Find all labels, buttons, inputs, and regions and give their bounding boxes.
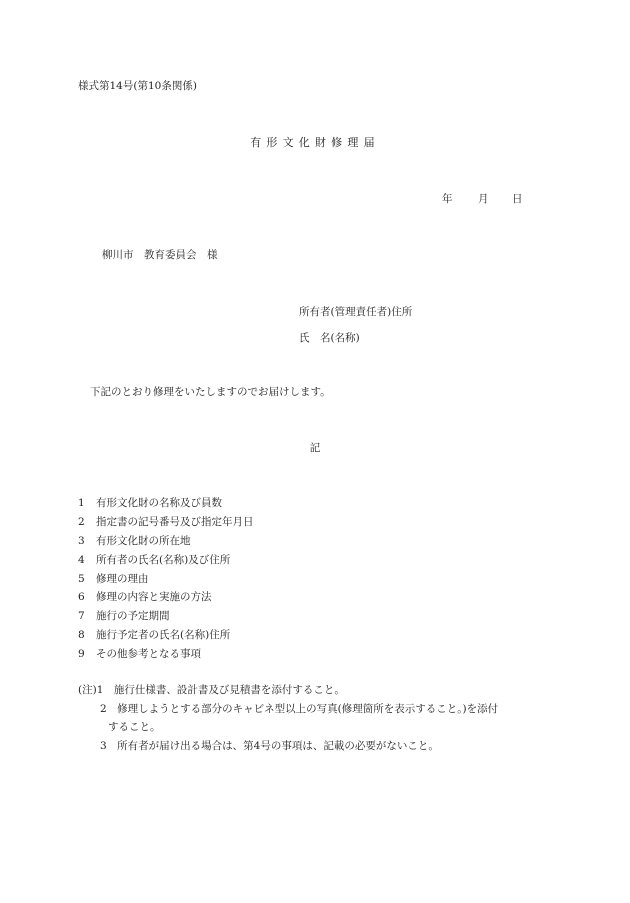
date-year-label: 年 [442, 193, 453, 205]
owner-address-label: 所有者(管理責任者)住所 [299, 306, 413, 318]
note-1: (注)1 施行仕様書、設計書及び見積書を添付すること。 [78, 684, 345, 696]
list-item [78, 555, 254, 574]
item-text: 修理の内容と実施の方法 [96, 591, 212, 604]
item-number: 5 [78, 572, 85, 585]
note-2: 2 修理しようとする部分のキャビネ型以上の写真(修理箇所を表示すること。)を添付 [100, 702, 499, 715]
item-number: 6 [78, 591, 85, 604]
document-title: 有形文化財修理届 [250, 136, 380, 149]
item-text: 指定書の記号番号及び指定年月日 [96, 515, 254, 528]
item-text: 有形文化財の名称及び員数 [96, 497, 222, 509]
form-number: 様式第14号(第10条関係) [78, 80, 197, 92]
list-item [78, 517, 254, 536]
item-list [78, 498, 254, 668]
item-number: 4 [78, 553, 85, 566]
note-3: 3 所有者が届け出る場合は、第4号の事項は、記載の必要がないこと。 [100, 739, 439, 752]
list-item [78, 536, 254, 555]
item-text: 修理の理由 [96, 572, 149, 585]
list-item [78, 498, 254, 517]
ki-heading: 記 [309, 442, 321, 454]
item-text: 施行予定者の氏名(名称)住所 [96, 629, 231, 642]
list-item [78, 649, 254, 668]
item-number: 2 [78, 515, 85, 528]
intro-text: 下記のとおり修理をいたしますのでお届けします。 [90, 386, 331, 398]
item-number: 7 [78, 610, 85, 623]
list-item [78, 592, 254, 611]
item-number: 3 [78, 534, 85, 547]
list-item [78, 574, 254, 593]
date-month-label: 月 [478, 193, 489, 205]
recipient: 柳川市 教育委員会 様 [102, 249, 218, 261]
item-number: 1 [78, 497, 85, 509]
date-day-label: 日 [512, 193, 523, 205]
item-text: その他参考となる事項 [96, 648, 201, 661]
list-item [78, 611, 254, 630]
owner-name-label: 氏 名(名称) [299, 332, 360, 344]
item-number: 9 [78, 648, 85, 661]
item-text: 有形文化財の所在地 [96, 534, 191, 547]
note-2-continuation: すること。 [108, 721, 161, 733]
list-item [78, 630, 254, 649]
item-text: 所有者の氏名(名称)及び住所 [96, 553, 231, 566]
item-text: 施行の予定期間 [96, 610, 170, 623]
item-number: 8 [78, 629, 85, 642]
